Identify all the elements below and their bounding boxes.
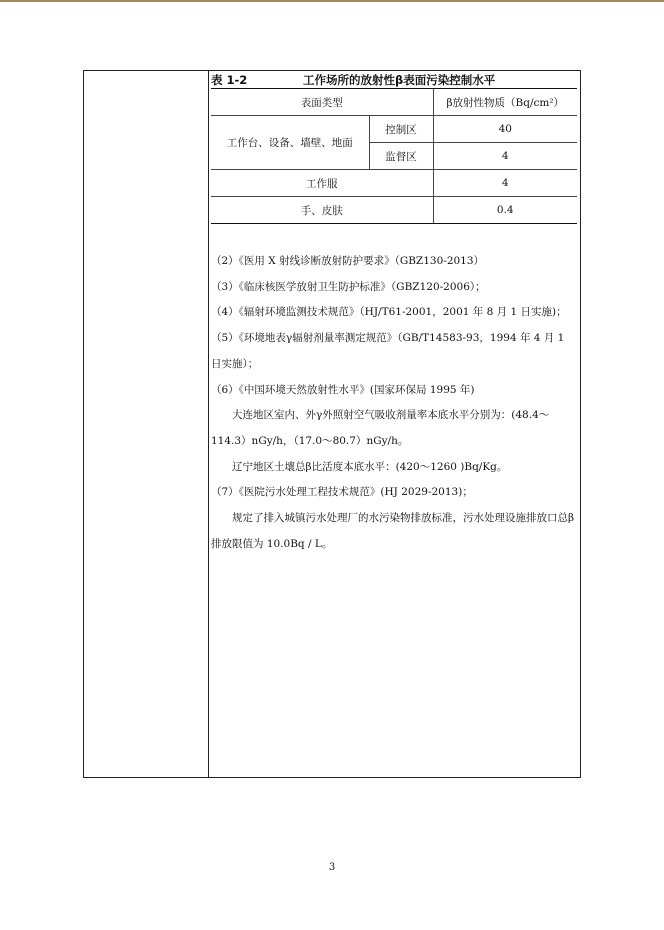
table-row <box>211 116 577 143</box>
header-surface-type: 表面类型 <box>211 89 433 116</box>
page-number: 3 <box>328 862 336 873</box>
paragraph: 辽宁地区土壤总β比活度本底水平：(420～1260 )Bq/Kg。 <box>232 460 508 473</box>
references-text <box>211 249 577 557</box>
zone-value: 40 <box>433 116 577 143</box>
paragraph: （5）《环境地表γ辐射剂量率测定规范》（GB/T14583-93，1994 年 4 月 1 日实施）； <box>211 332 565 370</box>
group-label: 工作台、设备、墙壁、地面 <box>211 116 369 170</box>
zone-label: 控制区 <box>369 116 433 143</box>
clothing-value: 4 <box>433 170 577 197</box>
table-caption <box>211 72 577 89</box>
paragraph: （6）《中国环境天然放射性水平》(国家环保局 1995 年) <box>211 383 475 396</box>
paragraph: （2）《医用 X 射线诊断放射防护要求》（GBZ130-2013） <box>211 255 485 267</box>
paragraph: 规定了排入城镇污水处理厂的水污染物排放标准，污水处理设施排放口总β排放限值为 10.0Bq / L。 <box>211 512 575 550</box>
paragraph: 大连地区室内、外γ外照射空气吸收剂量率本底水平分别为：(48.4～114.3）nGy/h，（17.0～80.7）nGy/h。 <box>211 409 550 447</box>
table-title: 工作场所的放射性β表面污染控制水平 <box>303 73 496 87</box>
contamination-table <box>211 89 577 224</box>
zone-value: 4 <box>433 143 577 170</box>
header-activity: β放射性物质（Bq/cm²） <box>433 89 577 116</box>
skin-label: 手、皮肤 <box>211 197 433 224</box>
paragraph: （4）《辐射环境监测技术规范》（HJ/T61-2001，2001 年 8 月 1 日实施)； <box>211 306 567 319</box>
skin-value: 0.4 <box>433 197 577 224</box>
table-header-row <box>211 89 577 116</box>
table-row <box>211 170 577 197</box>
paragraph: （7）《医院污水处理工程技术规范》(HJ 2029-2013)； <box>211 486 473 499</box>
table-number: 表 1-2 <box>211 73 248 87</box>
header-rule <box>0 0 664 2</box>
column-divider <box>208 71 209 777</box>
table-row <box>211 197 577 224</box>
paragraph: （3）《临床核医学放射卫生防护标准》（GBZ120-2006）； <box>211 280 486 293</box>
clothing-label: 工作服 <box>211 170 433 197</box>
table-section <box>211 72 577 224</box>
zone-label: 监督区 <box>369 143 433 170</box>
